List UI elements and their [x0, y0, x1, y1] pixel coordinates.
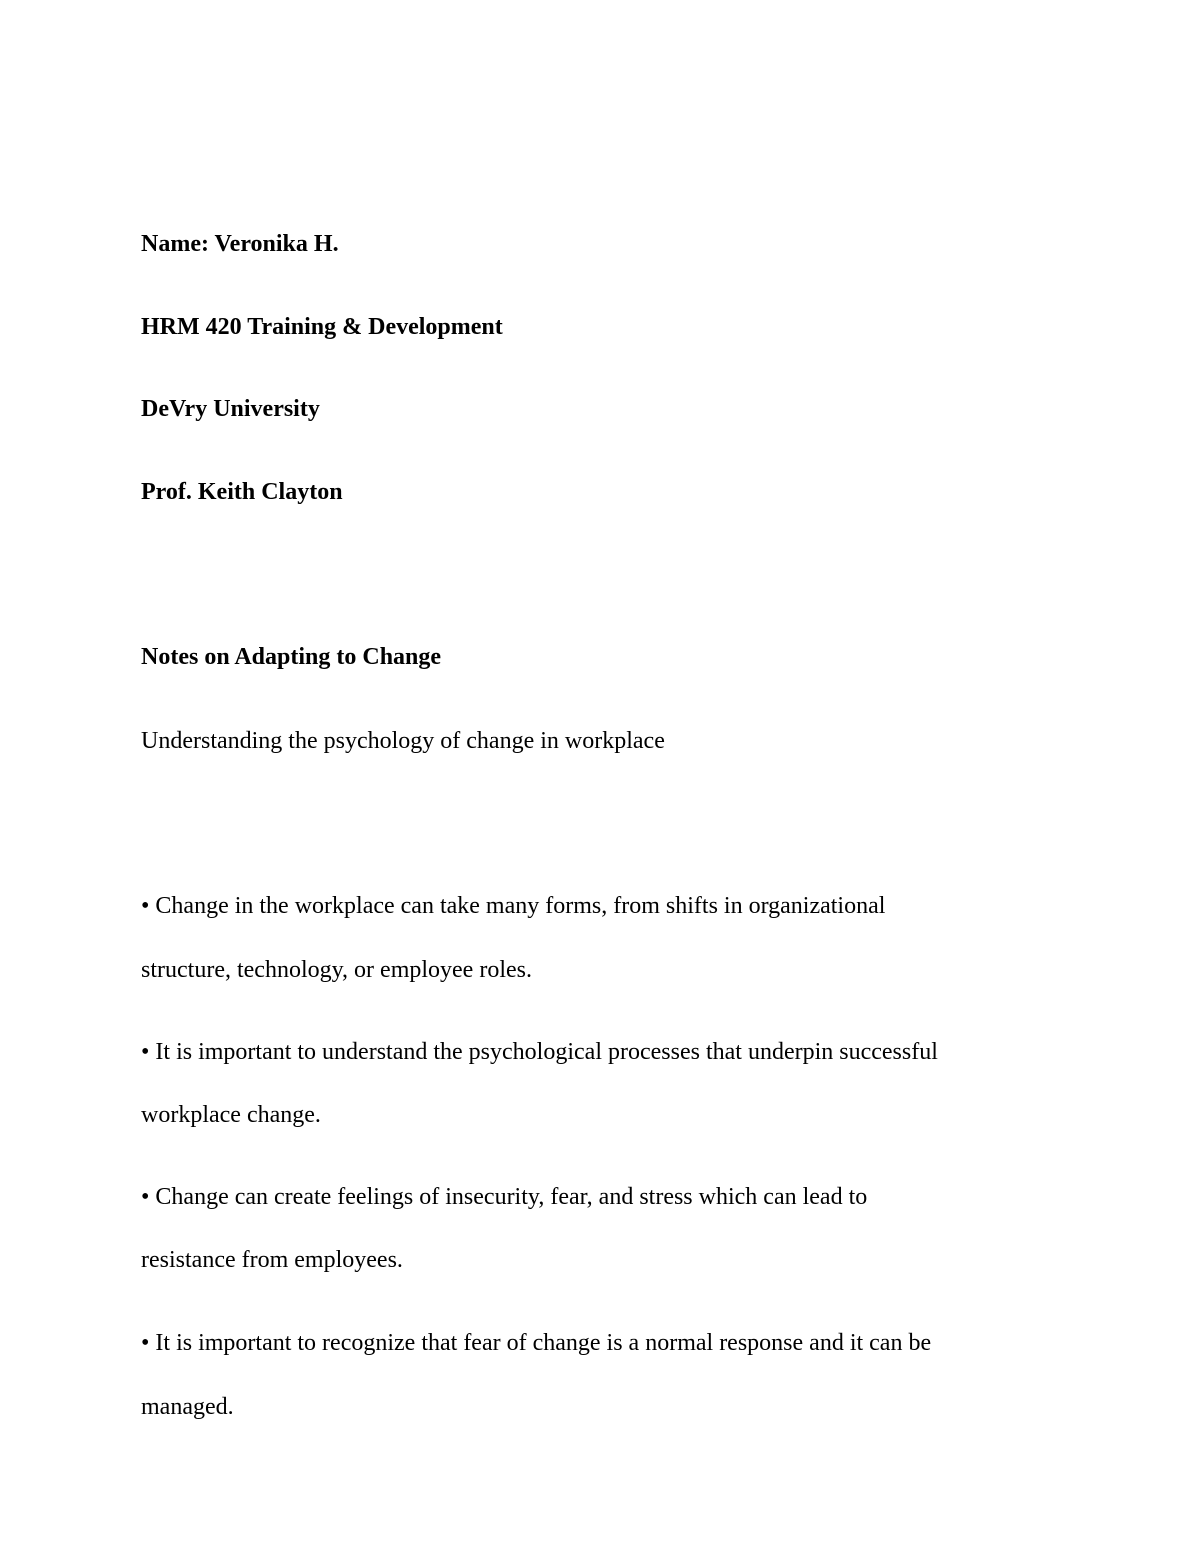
bullet-line: • It is important to recognize that fear of change is a normal response and it can be: [141, 1330, 932, 1356]
course-title: HRM 420 Training & Development: [141, 314, 503, 340]
bullet-line: structure, technology, or employee roles.: [141, 957, 532, 983]
bullet-line: • Change can create feelings of insecurity, fear, and stress which can lead to: [141, 1184, 868, 1210]
student-name: Name: Veronika H.: [141, 231, 339, 257]
professor-name: Prof. Keith Clayton: [141, 479, 343, 505]
bullet-line: workplace change.: [141, 1102, 321, 1128]
notes-title: Notes on Adapting to Change: [141, 644, 442, 670]
bullet-line: managed.: [141, 1394, 234, 1420]
school-name: DeVry University: [141, 396, 320, 422]
bullet-line: • Change in the workplace can take many forms, from shifts in organizational: [141, 893, 886, 919]
bullet-line: • It is important to understand the psychological processes that underpin successful: [141, 1039, 938, 1065]
notes-subtitle: Understanding the psychology of change in workplace: [141, 728, 665, 754]
bullet-line: resistance from employees.: [141, 1247, 403, 1273]
